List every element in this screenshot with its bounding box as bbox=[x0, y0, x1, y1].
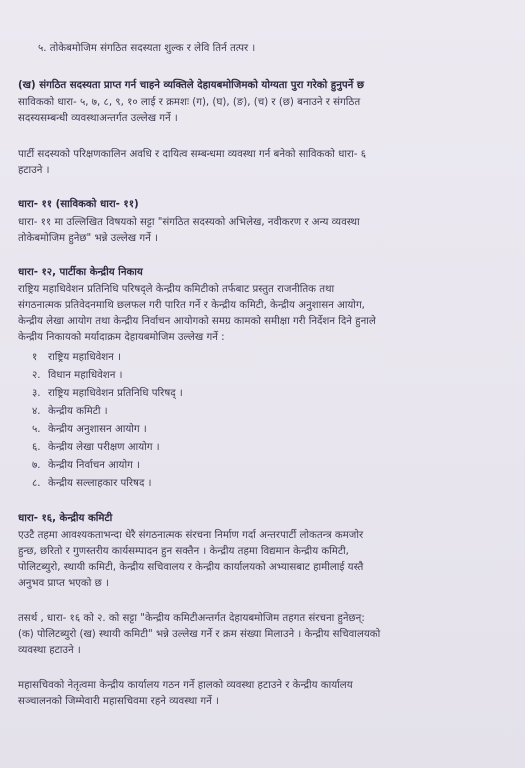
para2-line1: पार्टी सदस्यको परिक्षणकालिन अवधि र दायित्व सम्बन्धमा व्यवस्था गर्न बनेको साविकको धारा- ६ bbox=[18, 149, 367, 160]
para2-line2: हटाउने । bbox=[18, 165, 50, 176]
list-item-number: ७. bbox=[32, 460, 41, 471]
section16-heading: धारा- १६, केन्द्रीय कमिटी bbox=[18, 513, 113, 524]
section16-line: पोलिटब्युरो, स्थायी कमिटी, केन्द्रीय सचिवालय र केन्द्रीय कार्यालयको अभ्यासबाट हामीलाई यस्तै bbox=[18, 562, 364, 573]
list-item bbox=[32, 477, 151, 491]
section16-line: एउटै तहमा आवश्यकताभन्दा धेरै संगठनात्मक संरचना निर्माण गर्दा अन्तरपार्टी लोकतन्त्र कमजोर bbox=[18, 530, 364, 541]
section16-para3-line: सञ्चालनको जिम्मेवारी महासचिवमा रहने व्यवस्था गर्ने । bbox=[18, 696, 219, 707]
section16-para3-line: महासचिवको नेतृत्वमा केन्द्रीय कार्यालय गठन गर्ने हालको व्यवस्था हटाउने र केन्द्रीय कार्यालय bbox=[18, 680, 353, 691]
list-item-text: राष्ट्रिय महाधिवेशन । bbox=[48, 352, 121, 363]
para1-line3: सदस्यसम्बन्धी व्यवस्थाअन्तर्गत उल्लेख गर्ने । bbox=[18, 113, 178, 124]
list-item-text: केन्द्रीय कमिटी । bbox=[48, 406, 108, 417]
list-item-text: केन्द्रीय निर्वाचन आयोग । bbox=[48, 460, 140, 471]
list-item-text: केन्द्रीय सल्लाहकार परिषद । bbox=[48, 478, 152, 489]
para1-heading: (ख) संगठित सदस्यता प्राप्त गर्न चाहने व्यक्तिले देहायबमोजिमको योग्यता पुरा गरेको हुनुपर्ने छ bbox=[18, 80, 364, 91]
list-item-text: केन्द्रीय अनुशासन आयोग । bbox=[48, 424, 147, 435]
para1-line2: साविकको धारा- ५, ७, ८, ९, १० लाई र क्रमशः (ग), (घ), (ङ), (च) र (छ) बनाउने र संगठित bbox=[18, 97, 361, 108]
section16-para2-line: तसर्थ , धारा- १६ को २. को सट्टा "केन्द्रीय कमिटीअन्तर्गत देहायबमोजिम तहगत संरचना हुनेछन्: bbox=[18, 613, 365, 624]
list-item-number: २. bbox=[32, 370, 41, 381]
list-item-text: राष्ट्रिय महाधिवेशन प्रतिनिधि परिषद् । bbox=[48, 388, 183, 399]
list-item-number: ५. bbox=[32, 424, 41, 435]
section12-line: राष्ट्रिय महाधिवेशन प्रतिनिधि परिषद्ले केन्द्रीय कमिटीको तर्फबाट प्रस्तुत राजनीतिक तथा bbox=[18, 284, 335, 295]
list-item-number: १ bbox=[32, 352, 38, 363]
section12-line: संगठनात्मक प्रतिवेदनमाथि छलफल गरी पारित गर्ने र केन्द्रीय कमिटी, केन्द्रीय अनुशासन आयोग, bbox=[18, 300, 365, 311]
section11-heading: धारा- ११ (साविकको धारा- ११) bbox=[18, 199, 139, 210]
list-item-text: केन्द्रीय लेखा परीक्षण आयोग । bbox=[48, 442, 160, 453]
section11-line2: तोकेबमोजिम हुनेछ" भन्ने उल्लेख गर्ने । bbox=[18, 233, 158, 244]
list-item bbox=[32, 459, 140, 473]
list-item bbox=[32, 351, 121, 365]
section11-line1: धारा- ११ मा उल्लिखित विषयको सट्टा "संगठित सदस्यको अभिलेख, नवीकरण र अन्य व्यवस्था bbox=[18, 217, 360, 228]
section12-line: केन्द्रीय लेखा आयोग तथा केन्द्रीय निर्वाचन आयोगको समग्र कामको समीक्षा गरी निर्देशन दिने हुनाले bbox=[18, 316, 376, 327]
list-item bbox=[32, 441, 160, 455]
list-item-text: विधान महाधिवेशन । bbox=[48, 370, 123, 381]
list-item bbox=[32, 423, 147, 437]
list-item-number: ४. bbox=[32, 406, 41, 417]
list-item bbox=[32, 369, 123, 383]
section12-heading: धारा- १२, पार्टीका केन्द्रीय निकाय bbox=[18, 267, 143, 278]
list-item bbox=[32, 405, 108, 419]
section16-para2-line: व्यवस्था हटाउने । bbox=[18, 645, 81, 656]
section16-line: अनुभव प्राप्त भएको छ । bbox=[18, 578, 109, 589]
list-item bbox=[32, 387, 183, 401]
top-item: ५. तोकेबमोजिम संगठित सदस्यता शुल्क र लेवि तिर्न तत्पर । bbox=[38, 43, 256, 54]
section16-line: हुन्छ, छरितो र गुणस्तरीय कार्यसम्पादन हुन सक्तैन । केन्द्रीय तहमा विद्यमान केन्द्रीय कमिटी, bbox=[18, 546, 349, 557]
list-item-number: ८. bbox=[32, 478, 41, 489]
section12-line: केन्द्रीय निकायको मर्यादाक्रम देहायबमोजिम उल्लेख गर्ने : bbox=[18, 332, 225, 343]
list-item-number: ३. bbox=[32, 388, 41, 399]
list-item-number: ६. bbox=[32, 442, 41, 453]
section16-para2-line: (क) पोलिटब्युरो (ख) स्थायी कमिटी" भन्ने उल्लेख गर्ने र क्रम संख्या मिलाउने । केन्द्रीय सचिवालयको bbox=[18, 629, 381, 640]
